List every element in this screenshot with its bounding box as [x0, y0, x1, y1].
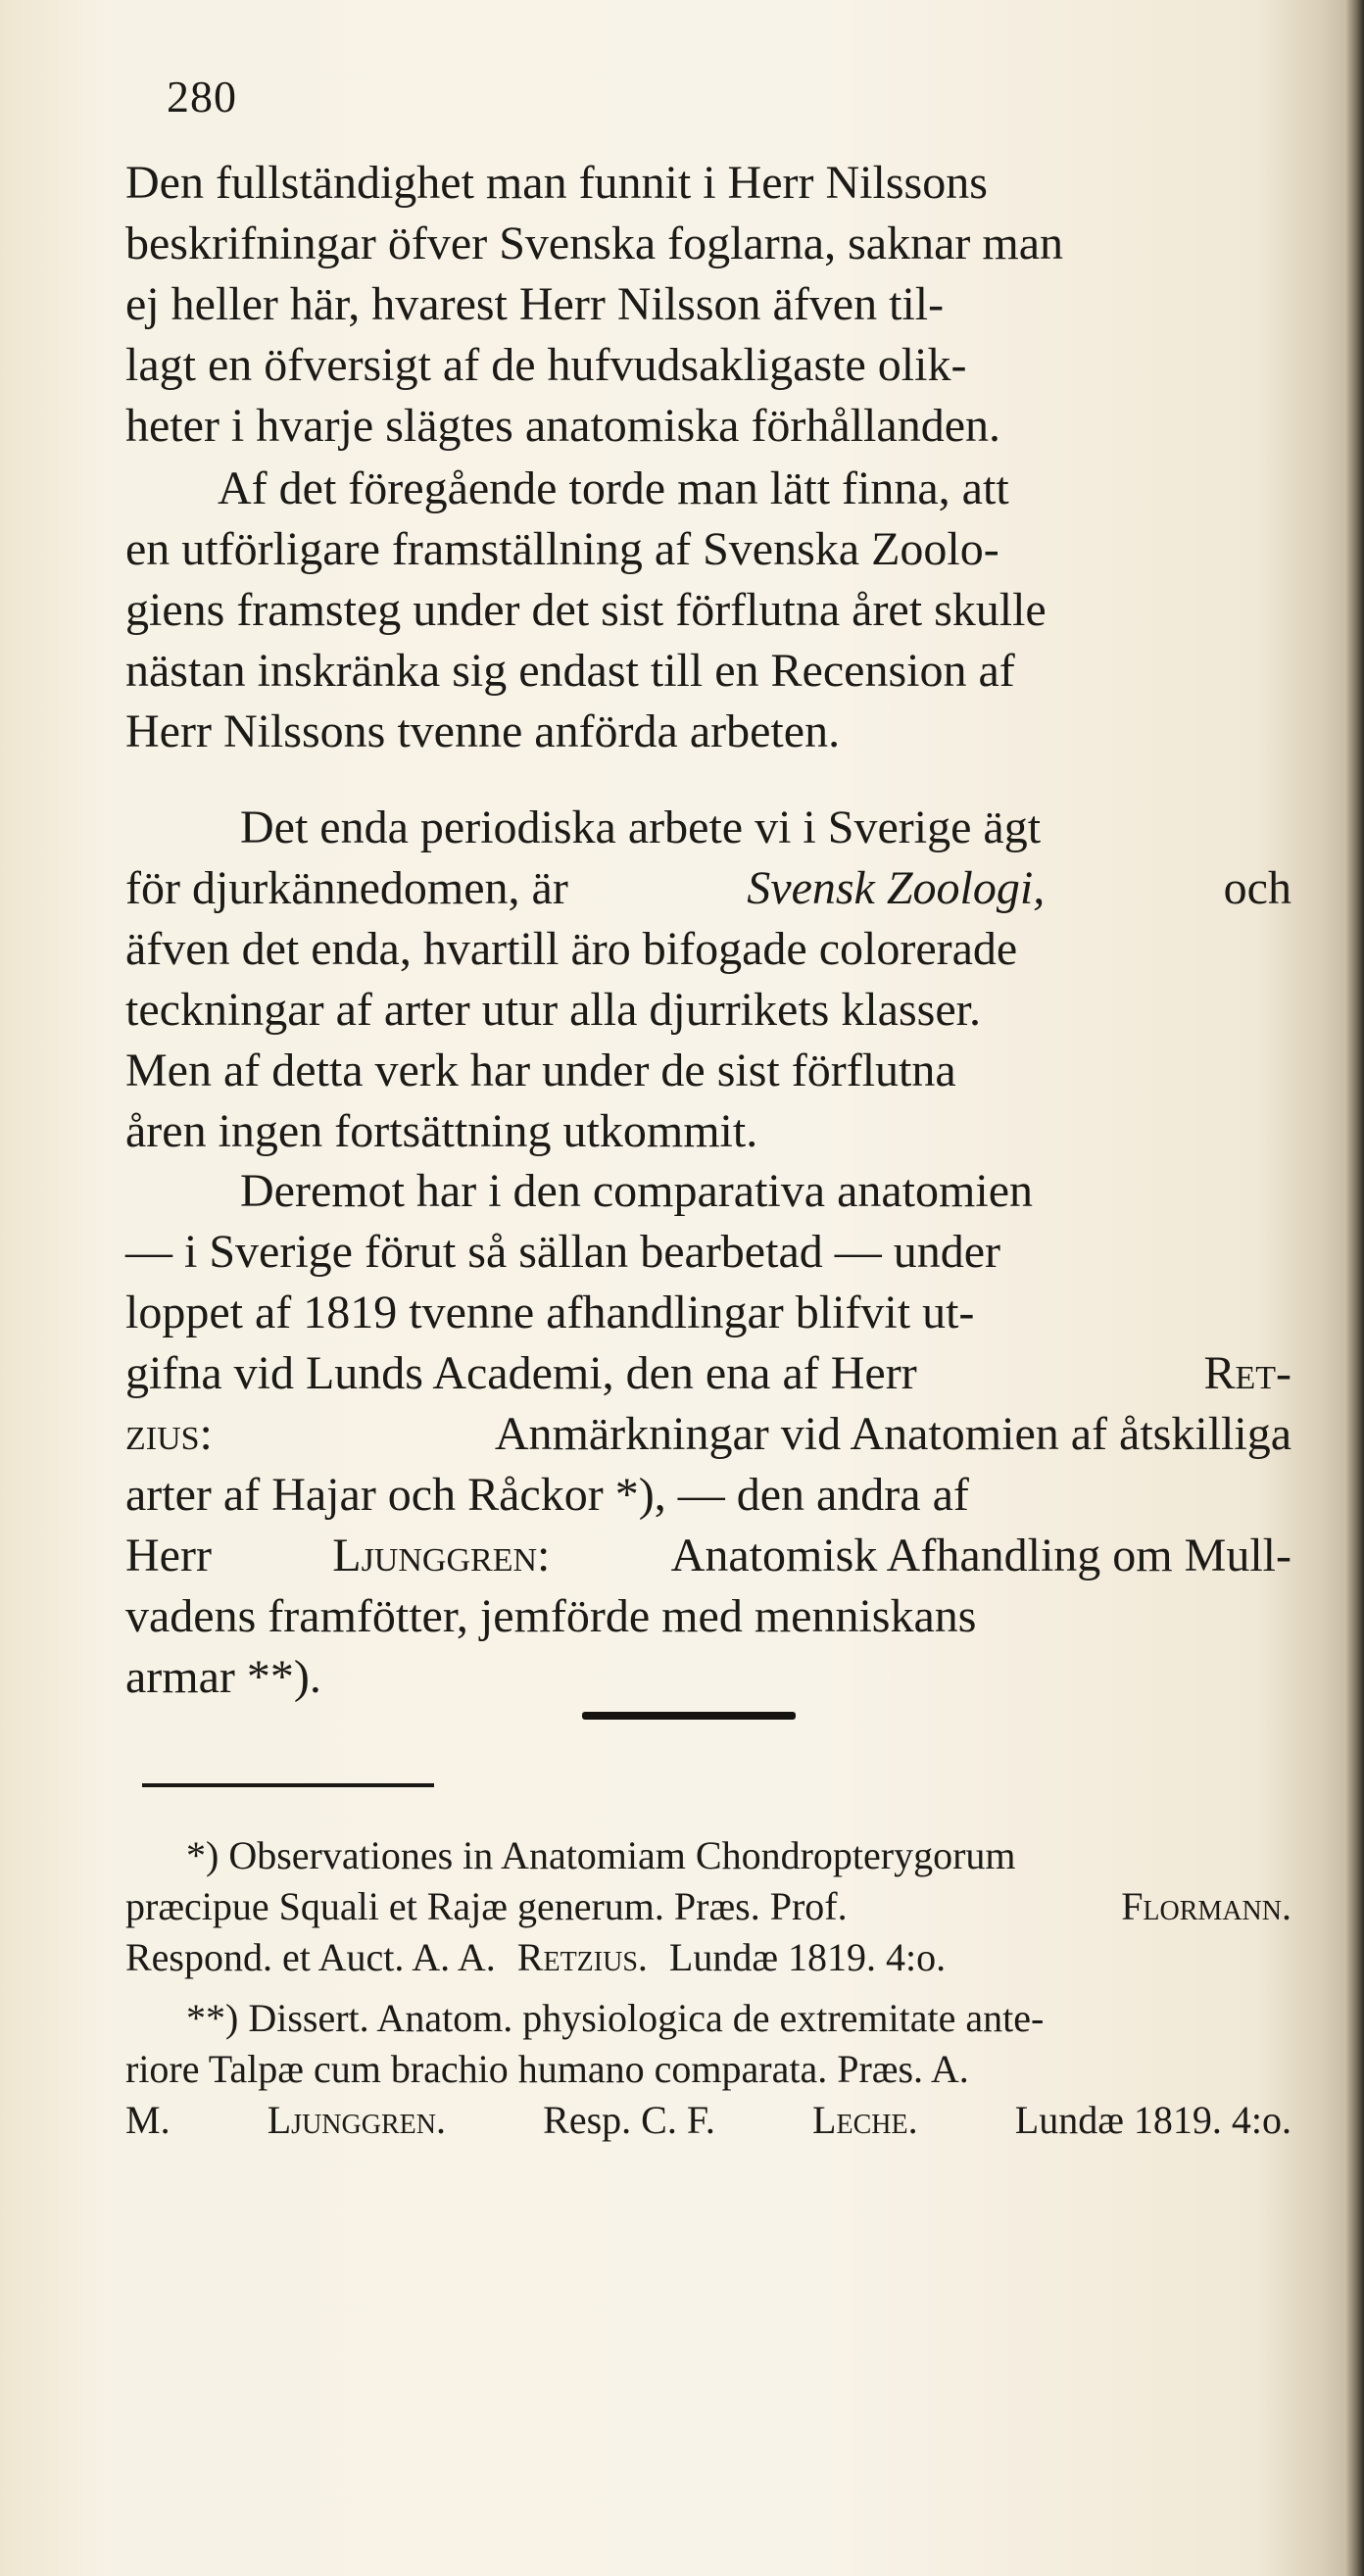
paragraph-1-line-5: heter i hvarje slägtes anatomiska förhållanden.: [125, 400, 1000, 452]
paragraph-3-line-5: Men af detta verk har under de sist förflutna: [125, 1045, 956, 1096]
paragraph-2-line-1: Af det föregående torde man lätt finna, att: [218, 462, 1009, 514]
footnote-2-line-3: M. Ljunggren. Resp. C. F. Leche. Lundæ 1819. 4:o.: [125, 2098, 1291, 2142]
footnote-2-line-1: **) Dissert. Anatom. physiologica de extremitate ante-: [186, 1996, 1045, 2040]
paragraph-2-line-5: Herr Nilssons tvenne anförda arbeten.: [125, 705, 841, 757]
paragraph-1-line-1: Den fullständighet man funnit i Herr Nilssons: [125, 157, 988, 209]
paragraph-1-line-3: ej heller här, hvarest Herr Nilsson äfven til-: [125, 278, 945, 330]
paragraph-3-line-1: Det enda periodiska arbete vi i Sverige ägt: [240, 802, 1042, 853]
paragraph-3-line-4: teckningar af arter utur alla djurrikets klasser.: [125, 984, 981, 1036]
paragraph-2-line-4: nästan inskränka sig endast till en Recension af: [125, 645, 1015, 697]
paragraph-4-line-9: armar **).: [125, 1651, 321, 1703]
footnote-1-line-3: Respond. et Auct. A. A. Retzius. Lundæ 1819. 4:o.: [125, 1935, 947, 1979]
paragraph-4-line-7: Herr Ljunggren: Anatomisk Afhandling om Mull-: [125, 1530, 1291, 1581]
paragraph-4-line-2: — i Sverige förut så sällan bearbetad — under: [125, 1226, 1001, 1278]
paragraph-4-line-1: Deremot har i den comparativa anatomien: [240, 1165, 1033, 1217]
paragraph-1-line-4: lagt en öfversigt af de hufvudsakligaste olik-: [125, 339, 967, 391]
paragraph-4-line-5: zius: Anmärkningar vid Anatomien af åtskilliga: [125, 1408, 1291, 1460]
paragraph-2-line-3: giens framsteg under det sist förflutna året skulle: [125, 584, 1047, 636]
page-number: 280: [167, 72, 237, 122]
paragraph-1-line-2: beskrifningar öfver Svenska foglarna, saknar man: [125, 218, 1063, 269]
section-ornament-rule: [582, 1712, 796, 1720]
paragraph-3-line-3: äfven det enda, hvartill äro bifogade colorerade: [125, 923, 1018, 975]
paragraph-4-line-4: gifna vid Lunds Academi, den ena af Herr Ret-: [125, 1347, 1291, 1399]
paragraph-4-line-6: arter af Hajar och Råckor *), — den andra af: [125, 1469, 969, 1521]
paragraph-3-line-6: åren ingen fortsättning utkommit.: [125, 1105, 758, 1157]
paragraph-4-line-8: vadens framfötter, jemförde med menniskans: [125, 1590, 977, 1642]
paragraph-2-line-2: en utförligare framställning af Svenska Zoolo-: [125, 523, 999, 575]
footnote-2-line-2: riore Talpæ cum brachio humano comparata. Præs. A.: [125, 2047, 969, 2091]
paragraph-3-line-2: för djurkännedomen, är Svensk Zoologi, och: [125, 859, 1291, 918]
paragraph-4-line-3: loppet af 1819 tvenne afhandlingar blifvit ut-: [125, 1287, 975, 1338]
footnote-1-line-1: *) Observationes in Anatomiam Chondropterygorum: [186, 1833, 1016, 1877]
footnote-rule: [142, 1783, 434, 1787]
journal-title-svensk-zoologi: Svensk Zoologi,: [747, 862, 1046, 914]
footnote-1-line-2: præcipue Squali et Rajæ generum. Præs. Prof. Flormann.: [125, 1884, 1291, 1928]
page-edge-shadow: [1344, 0, 1364, 2576]
